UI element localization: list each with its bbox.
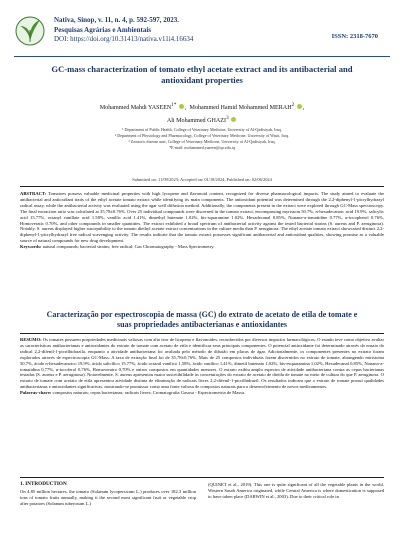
resumo-block xyxy=(20,337,384,396)
affiliation-line: ¹ Department of Public Health, College of Veterinary Medicine, University of Al-Qadisiyah, Iraq. xyxy=(122,127,282,132)
affiliation-line: ³ Zoonotic disease unit, College of Veterinary Medicine, University of Al-Qadisiyah, Iraq. xyxy=(128,139,276,145)
keywords-text: natural compounds; bacterial strains; free radical; Gas Chromatography - Mass Spectrometry. xyxy=(42,244,215,250)
author-list: Mohammed Mahdi $YASEEN^{1*}$ , Mohammed Hamid Mohammed MERAH$^2$ , Ali Mohammed GHAZI$^3$ xyxy=(99,102,305,124)
corresponding-email[interactable]: *E-mail: mohammed.yaseen@qu.edu.iq xyxy=(169,145,235,151)
orcid-icon[interactable] xyxy=(297,104,302,109)
author-superscript: 3 xyxy=(226,114,229,121)
orcid-icon[interactable] xyxy=(231,117,236,122)
header-divider xyxy=(14,56,390,57)
portuguese-title: Caracterização por espectroscopia de massa (GC) do extrato de acetato de etila de tomate e suas propriedades antibacterianas e antioxidantes xyxy=(46,310,358,329)
author-name: Mohammed Hamid Mohammed MERAH xyxy=(189,105,292,112)
resumo-top-rule xyxy=(20,333,384,334)
intro-right-column xyxy=(208,482,384,500)
intro-paragraph: (QUINET et al., 2019). This one is quite significant of all the vegetable plants in the world. Western South America originated, while Central America is where domestication is supposed to have taken place (DARWIN et al., 2003). Due to their critical role in xyxy=(208,482,384,499)
author-name: Ali Mohammed GHAZI xyxy=(166,117,227,124)
submission-dates: Submitted on: 11/09/2023; Accepted on: 01/18/2024; Published on: 02/06/2024 xyxy=(132,177,272,182)
intro-paragraph: On 4.85 million hectares, the tomato (Solanum lycopersicum L.) produces over 182.3 million tons of tomato fruits annually, making it the second most significant fruit or vegetable crop after potatoes (Solanum tuberosum L.) xyxy=(20,488,196,506)
author-name: Mohammed Mahdi YASEEN xyxy=(99,105,172,112)
journal-subtitle: Pesquisas Agrárias e Ambientais xyxy=(54,25,152,34)
section-heading: 1. INTRODUCTION xyxy=(20,481,67,487)
palavras-label: Palavras-chave: xyxy=(20,390,52,396)
intro-left-column xyxy=(20,482,196,507)
keywords-label: Keywords: xyxy=(20,244,42,250)
issn-label: ISSN: 2318-7670 xyxy=(331,33,378,40)
abstract-top-rule xyxy=(20,186,384,187)
journal-info xyxy=(54,16,193,45)
palavras-text: compostos naturais; cepas bacterianas; radicais livres; Cromatografia Gasosa - Espectrometria de Massa. xyxy=(52,390,246,396)
resumo-bottom-rule xyxy=(20,477,384,478)
resumo-text: Os tomates possuem propriedades medicinais valiosas com alto teor de licopeno e flavonoides, reconhecidos por diversos impactos farmacológicos. O estudo teve como objetivo avaliar as características antibacterianas e antioxidantes do extrato de tomate com acetato de etila e identificar seus principais componentes. O potencial antioxidante foi determinado através do ensaio do radical 2,2-difenil-1-picrilhidrazila, enquanto a atividade antibacteriana foi avaliada pelo método de difusão em placas de ágar. Adicionalmente, os componentes presentes no extrato foram explorados através de espectroscopia GC-Mass. A taxa de extração final foi de 35,78±0,76%. Mais de 25 compostos individuais foram discernidos no extrato de tomate, abrangendo miristoina 50,7%, ácido n-hexadecanoico 19,9%, ácido salicílico 15,77%, ácido octanil vanílico 1,58%, ácido vanílico 1,41%, dimetil butenato 1,02%, bis-esquaramina 1,02%, Hexadecanal 0,85%, Nonano-a-tomatidina 0,77%, α-tocoferol 0,76%, Homoveratro 0,70% e outros compostos em quantidades menores. O extrato exibiu amplo espectro de atividade antibacteriana contra as cepas bacterianas testadas (S. aureus e P. aeruginosa). Notavelmente, S. aureus apresentou maior suscetibilidade às concentrações do extrato de acetato de dietila de tomate no meio de cultura do que P. aeruginosa. O extrato de tomate com acetato de etila apresentou atividade distinta de eliminação de radicais livres 2,2-difenil-1-picrilhidrazil. Os resultados indicam que o extrato de tomate possui qualidades antibacterianas e antioxidantes significativas, mostrando-se promissor como uma fonte valiosa de compostos naturais para o desenvolvimento de novos medicamentos. xyxy=(20,337,384,390)
affiliations xyxy=(40,127,364,151)
affiliation-line: ² Department of Physiology and Pharmacology, College of Veterinary Medicine, University of Wasit, Iraq. xyxy=(114,133,290,139)
author-superscript: 1* xyxy=(171,102,177,108)
orcid-icon[interactable] xyxy=(179,104,184,109)
author-superscript: 2 xyxy=(291,102,295,108)
abstract-text: Tomatoes possess valuable medicinal properties with high lycopene and flavonoid content, recognized for diverse pharmacological impacts. The study aimed to evaluate the antibacterial and antioxidant traits of the ethyl acetate tomato extract while identifying its main components. The antioxidant potential was determined through the 2,2-diphenyl-1-picrylhydrazyl radical assay, while the antibacterial activity was evaluated using the agar well diffusion method. Additionally, the components present in the extract were explored through GC-Mass spectroscopy. The final extraction ratio was calculated at 35.78±0.76%. Over 25 individual compounds were discerned in the tomato extract, encompassing myristoin 50.7%, n-hexadecanoic acid 19.9%, salicylic acid 15.77%, octanyl vanillate acid 1.58%, vanillic acid 1.41%, dimethyl butenate 1.02%, bis-squaramine 1.02%, Hexadecanal 0.85%, Nonane-a-tomatidine 0.77%, α-tocopherol 0.76%, Homoveratic 0.70%, and other compounds in smaller quantities. The extract exhibited a broad spectrum of antibacterial activity against the tested bacterial strains (S. aureus and P. aeruginosa). Notably, S. aureus displayed higher susceptibility to the tomato diethyl acetate extract concentrations in the culture media than P. aeruginosa. The ethyl acetate tomato extract showcased distinct 2,2-diphenyl-1-picrylhydrazyl free radical scavenging activity. The results indicate that the tomato extract possesses significant antibacterial and antioxidant qualities, showing promise as a valuable source of natural compounds for new drug development. xyxy=(20,191,384,244)
journal-citation: Nativa, Sinop, v. 11, n. 4, p. 592-597, 2023. xyxy=(54,16,180,24)
abstract-label: ABSTRACT: xyxy=(20,191,47,196)
abstract-block xyxy=(20,191,384,250)
article-title: GC-mass characterization of tomato ethyl acetate extract and its antibacterial and antioxidant properties xyxy=(51,64,353,85)
resumo-label: RESUMO: xyxy=(20,337,42,342)
journal-doi-link[interactable]: DOI: https://doi.org/10.31413/nativa.v11i4.16634 xyxy=(54,35,194,43)
journal-header xyxy=(14,14,390,54)
journal-logo-icon xyxy=(14,14,46,48)
